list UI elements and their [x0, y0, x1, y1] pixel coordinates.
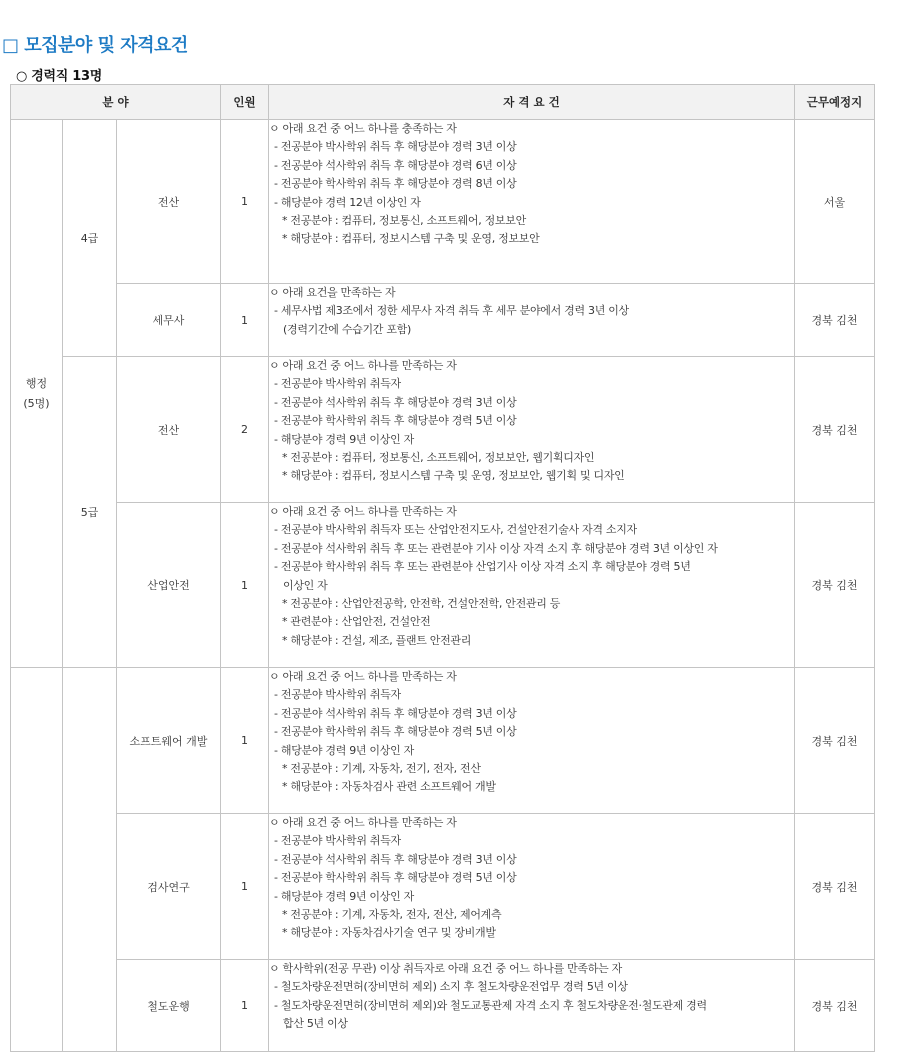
location-cell: 경북 김천 [795, 960, 875, 1052]
field-cell: 검사연구 [117, 814, 221, 960]
requirement-line: * 해당분야 : 컴퓨터, 정보시스템 구축 및 운영, 정보보안, 웹기획 및 디자인 [282, 469, 625, 483]
header-field: 분 야 [11, 85, 221, 120]
grade-4: 4급 [63, 120, 117, 357]
field-cell: 전산 [117, 357, 221, 503]
grade-empty [63, 668, 117, 1052]
group-label-text: 행정 (5명) [23, 376, 50, 410]
requirement-line: - 전공분야 석사학위 취득 후 해당분야 경력 3년 이상 [274, 395, 517, 409]
page-title-text: □ 모집분야 및 자격요건 [2, 35, 188, 56]
requirement-line: * 해당분야 : 건설, 제조, 플랜트 안전관리 [282, 633, 472, 647]
field-cell: 산업안전 [117, 503, 221, 668]
field-cell: 철도운행 [117, 960, 221, 1052]
requirement-line: - 전공분야 학사학위 취득 후 또는 관련분야 산업기사 이상 자격 소지 후 해당분야 경력 5년 [274, 560, 691, 574]
requirement-line: (경력기간에 수습기간 포함) [283, 322, 411, 336]
group-label-admin [11, 120, 63, 668]
requirement-line: * 전공분야 : 기계, 자동차, 전기, 전자, 전산 [282, 761, 481, 775]
requirement-line: * 전공분야 : 컴퓨터, 정보통신, 소프트웨어, 정보보안, 웹기획디자인 [282, 450, 595, 464]
requirement-line: - 전공분야 박사학위 취득자 [274, 688, 401, 702]
requirement-line: * 전공분야 : 산업안전공학, 안전학, 건설안전학, 안전관리 등 [282, 596, 561, 610]
table-row [11, 284, 875, 357]
header-work-location: 근무예정지 [795, 85, 875, 120]
section-title [16, 65, 102, 84]
count-cell: 1 [221, 960, 269, 1052]
requirement-line: - 전공분야 학사학위 취득 후 해당분야 경력 5년 이상 [274, 871, 517, 885]
requirement-line: - 철도차량운전면허(장비면허 제외)와 철도교통관제 자격 소지 후 철도차량운전·철도관제 경력 [274, 998, 707, 1012]
table-row [11, 120, 875, 284]
location-cell: 경북 김천 [795, 668, 875, 814]
requirement-line: ㅇ 학사학위(전공 무관) 이상 취득자로 아래 요건 중 어느 하나를 만족하는 자 [269, 962, 622, 975]
requirements-cell [269, 503, 795, 668]
requirement-line: * 관련분야 : 산업안전, 건설안전 [282, 615, 431, 629]
requirement-line: ㅇ 아래 요건 중 어느 하나를 충족하는 자 [269, 122, 457, 135]
group-label-empty [11, 668, 63, 1052]
section-title-text: ○ 경력직 13명 [16, 69, 103, 84]
requirement-line: * 해당분야 : 자동차검사기술 연구 및 장비개발 [282, 926, 496, 940]
requirement-line: ㅇ 아래 요건 중 어느 하나를 만족하는 자 [269, 505, 457, 518]
requirement-line: - 세무사법 제3조에서 정한 세무사 자격 취득 후 세무 분야에서 경력 3년 이상 [274, 304, 629, 318]
requirement-line: - 전공분야 박사학위 취득 후 해당분야 경력 3년 이상 [274, 140, 517, 154]
field-cell: 전산 [117, 120, 221, 284]
requirement-line: ㅇ 아래 요건 중 어느 하나를 만족하는 자 [269, 359, 457, 372]
requirement-line: - 해당분야 경력 9년 이상인 자 [274, 889, 414, 903]
requirements-cell [269, 357, 795, 503]
table-header-row [11, 85, 875, 120]
requirement-line: - 해당분야 경력 12년 이상인 자 [274, 195, 421, 209]
recruitment-table [10, 84, 875, 1052]
count-cell: 1 [221, 814, 269, 960]
table-row [11, 814, 875, 960]
field-cell: 세무사 [117, 284, 221, 357]
requirement-line: - 전공분야 박사학위 취득자 [274, 377, 401, 391]
table-row [11, 357, 875, 503]
requirement-line: ㅇ 아래 요건을 만족하는 자 [269, 286, 396, 299]
requirement-line: ㅇ 아래 요건 중 어느 하나를 만족하는 자 [269, 670, 457, 683]
page-title [2, 31, 188, 57]
requirement-line: - 전공분야 학사학위 취득 후 해당분야 경력 5년 이상 [274, 414, 517, 428]
requirement-line: - 전공분야 석사학위 취득 후 또는 관련분야 기사 이상 자격 소지 후 해당분야 경력 3년 이상인 자 [274, 541, 718, 555]
requirement-line: * 전공분야 : 컴퓨터, 정보통신, 소프트웨어, 정보보안 [282, 213, 526, 227]
table-row [11, 668, 875, 814]
count-cell: 1 [221, 120, 269, 284]
location-cell: 서울 [795, 120, 875, 284]
field-cell: 소프트웨어 개발 [117, 668, 221, 814]
location-cell: 경북 김천 [795, 284, 875, 357]
table-row [11, 960, 875, 1052]
requirements-cell [269, 284, 795, 357]
location-cell: 경북 김천 [795, 814, 875, 960]
requirement-line: - 전공분야 석사학위 취득 후 해당분야 경력 3년 이상 [274, 706, 517, 720]
grade-5: 5급 [63, 357, 117, 668]
count-cell: 1 [221, 503, 269, 668]
requirements-cell [269, 814, 795, 960]
requirement-line: 이상인 자 [283, 578, 328, 592]
requirement-line: - 전공분야 석사학위 취득 후 해당분야 경력 3년 이상 [274, 852, 517, 866]
requirement-line: * 전공분야 : 기계, 자동차, 전자, 전산, 제어계측 [282, 907, 502, 921]
requirement-line: - 철도차량운전면허(장비면허 제외) 소지 후 철도차량운전업무 경력 5년 이상 [274, 980, 628, 994]
requirement-line: * 해당분야 : 자동차검사 관련 소프트웨어 개발 [282, 780, 496, 794]
requirement-line: - 전공분야 학사학위 취득 후 해당분야 경력 5년 이상 [274, 725, 517, 739]
location-cell: 경북 김천 [795, 503, 875, 668]
requirement-line: - 전공분야 학사학위 취득 후 해당분야 경력 8년 이상 [274, 177, 517, 191]
header-requirements: 자 격 요 건 [269, 85, 795, 120]
requirement-line: - 해당분야 경력 9년 이상인 자 [274, 432, 414, 446]
requirements-cell [269, 120, 795, 284]
count-cell: 2 [221, 357, 269, 503]
requirement-line: - 전공분야 박사학위 취득자 [274, 834, 401, 848]
requirement-line: - 해당분야 경력 9년 이상인 자 [274, 743, 414, 757]
requirements-cell [269, 668, 795, 814]
requirement-line: - 전공분야 박사학위 취득자 또는 산업안전지도사, 건설안전기술사 자격 소지자 [274, 523, 637, 537]
count-cell: 1 [221, 668, 269, 814]
requirements-cell [269, 960, 795, 1052]
location-cell: 경북 김천 [795, 357, 875, 503]
table-row [11, 503, 875, 668]
count-cell: 1 [221, 284, 269, 357]
requirement-line: 합산 5년 이상 [283, 1017, 348, 1031]
requirement-line: - 전공분야 석사학위 취득 후 해당분야 경력 6년 이상 [274, 158, 517, 172]
header-count: 인원 [221, 85, 269, 120]
requirement-line: ㅇ 아래 요건 중 어느 하나를 만족하는 자 [269, 816, 457, 829]
requirement-line: * 해당분야 : 컴퓨터, 정보시스템 구축 및 운영, 정보보안 [282, 232, 540, 246]
